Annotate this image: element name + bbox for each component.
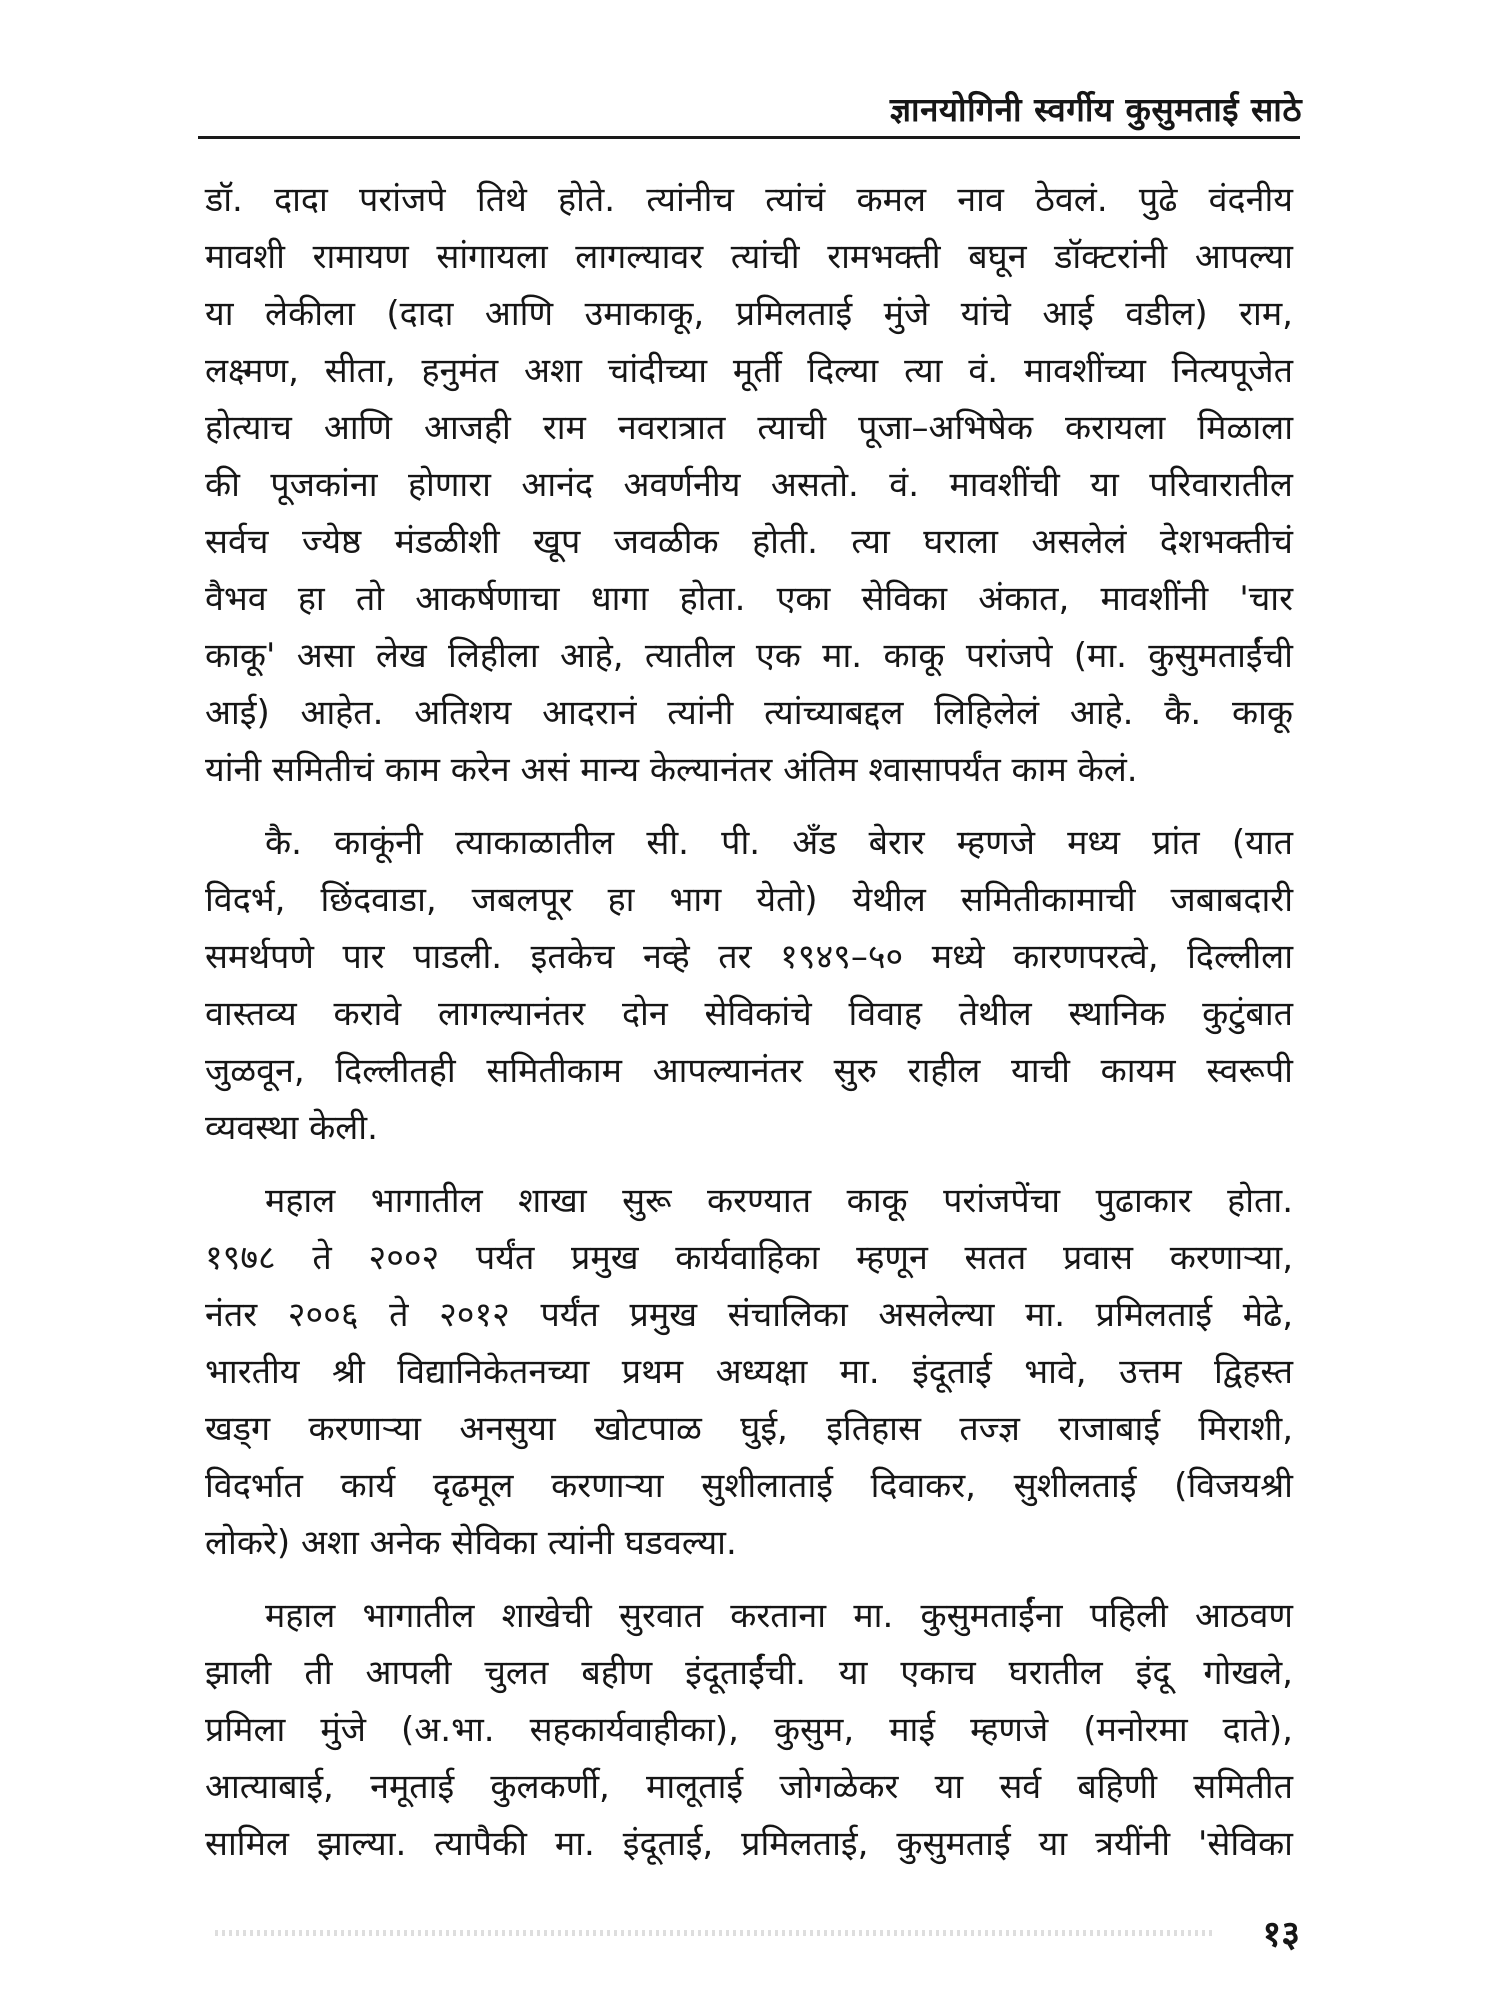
footer-rule — [215, 1930, 1215, 1936]
body-text — [205, 172, 1293, 1889]
paragraph — [205, 1173, 1293, 1572]
text-line: नंतर २००६ ते २०१२ पर्यंत प्रमुख संचालिका असलेल्या मा. प्रमिलताई मेढे, — [205, 1295, 1293, 1335]
paragraph — [205, 172, 1293, 799]
text-line: वैभव हा तो आकर्षणाचा धागा होता. एका सेविका अंकात, मावशींनी 'चार — [205, 579, 1293, 619]
text-line: सामिल झाल्या. त्यापैकी मा. इंदूताई, प्रमिलताई, कुसुमताई या त्रयींनी 'सेविका — [205, 1824, 1293, 1864]
text-line: कै. काकूंनी त्याकाळातील सी. पी. अँड बेरार म्हणजे मध्य प्रांत (यात — [265, 823, 1293, 863]
text-line: लक्ष्मण, सीता, हनुमंत अशा चांदीच्या मूर्ती दिल्या त्या वं. मावशींच्या नित्यपूजेत — [205, 351, 1293, 391]
running-head: ज्ञानयोगिनी स्वर्गीय कुसुमताई साठे — [889, 90, 1302, 129]
text-line: महाल भागातील शाखा सुरू करण्यात काकू परांजपेंचा पुढाकार होता. — [265, 1181, 1293, 1221]
text-line: या लेकीला (दादा आणि उमाकाकू, प्रमिलताई मुंजे यांचे आई वडील) राम, — [205, 294, 1293, 334]
text-line: सर्वच ज्येष्ठ मंडळीशी खूप जवळीक होती. त्या घराला असलेलं देशभक्तीचं — [205, 522, 1293, 562]
text-line: भारतीय श्री विद्यानिकेतनच्या प्रथम अध्यक्षा मा. इंदूताई भावे, उत्तम द्विहस्त — [205, 1352, 1293, 1392]
text-line: होत्याच आणि आजही राम नवरात्रात त्याची पूजा–अभिषेक करायला मिळाला — [205, 408, 1293, 448]
text-line: वास्तव्य करावे लागल्यानंतर दोन सेविकांचे विवाह तेथील स्थानिक कुटुंबात — [205, 994, 1293, 1034]
header-rule — [198, 136, 1300, 139]
text-line: डॉ. दादा परांजपे तिथे होते. त्यांनीच त्यांचं कमल नाव ठेवलं. पुढे वंदनीय — [205, 180, 1293, 220]
text-line: आई) आहेत. अतिशय आदरानं त्यांनी त्यांच्याबद्दल लिहिलेलं आहे. कै. काकू — [205, 693, 1293, 733]
paragraph — [205, 815, 1293, 1157]
text-line: की पूजकांना होणारा आनंद अवर्णनीय असतो. वं. मावशींची या परिवारातील — [205, 465, 1293, 505]
text-line: झाली ती आपली चुलत बहीण इंदूताईंची. या एकाच घरातील इंदू गोखले, — [205, 1653, 1293, 1693]
paragraph — [205, 1588, 1293, 1873]
text-line: यांनी समितीचं काम करेन असं मान्य केल्यानंतर अंतिम श्वासापर्यंत काम केलं. — [205, 750, 1138, 790]
text-line: समर्थपणे पार पाडली. इतकेच नव्हे तर १९४९–५० मध्ये कारणपरत्वे, दिल्लीला — [205, 937, 1293, 977]
text-line: काकू' असा लेख लिहीला आहे, त्यातील एक मा. काकू परांजपे (मा. कुसुमताईंची — [205, 636, 1293, 676]
text-line: खड्ग करणाऱ्या अनसुया खोटपाळ घुई, इतिहास तज्ज्ञ राजाबाई मिराशी, — [205, 1409, 1293, 1449]
text-line: विदर्भ, छिंदवाडा, जबलपूर हा भाग येतो) येथील समितीकामाची जबाबदारी — [205, 880, 1293, 920]
text-line: मावशी रामायण सांगायला लागल्यावर त्यांची रामभक्ती बघून डॉक्टरांनी आपल्या — [205, 237, 1293, 277]
text-line: जुळवून, दिल्लीतही समितीकाम आपल्यानंतर सुरु राहील याची कायम स्वरूपी — [205, 1051, 1293, 1091]
text-line: १९७८ ते २००२ पर्यंत प्रमुख कार्यवाहिका म्हणून सतत प्रवास करणाऱ्या, — [205, 1238, 1293, 1278]
text-line: महाल भागातील शाखेची सुरवात करताना मा. कुसुमताईंना पहिली आठवण — [265, 1596, 1293, 1636]
text-line: लोकरे) अशा अनेक सेविका त्यांनी घडवल्या. — [205, 1523, 737, 1563]
text-line: आत्याबाई, नमूताई कुलकर्णी, मालूताई जोगळेकर या सर्व बहिणी समितीत — [205, 1767, 1293, 1807]
text-line: प्रमिला मुंजे (अ.भा. सहकार्यवाहीका), कुसुम, माई म्हणजे (मनोरमा दाते), — [205, 1710, 1293, 1750]
page-number: १३ — [1262, 1914, 1300, 1955]
text-line: व्यवस्था केली. — [205, 1108, 378, 1148]
text-line: विदर्भात कार्य दृढमूल करणाऱ्या सुशीलाताई दिवाकर, सुशीलताई (विजयश्री — [205, 1466, 1293, 1506]
